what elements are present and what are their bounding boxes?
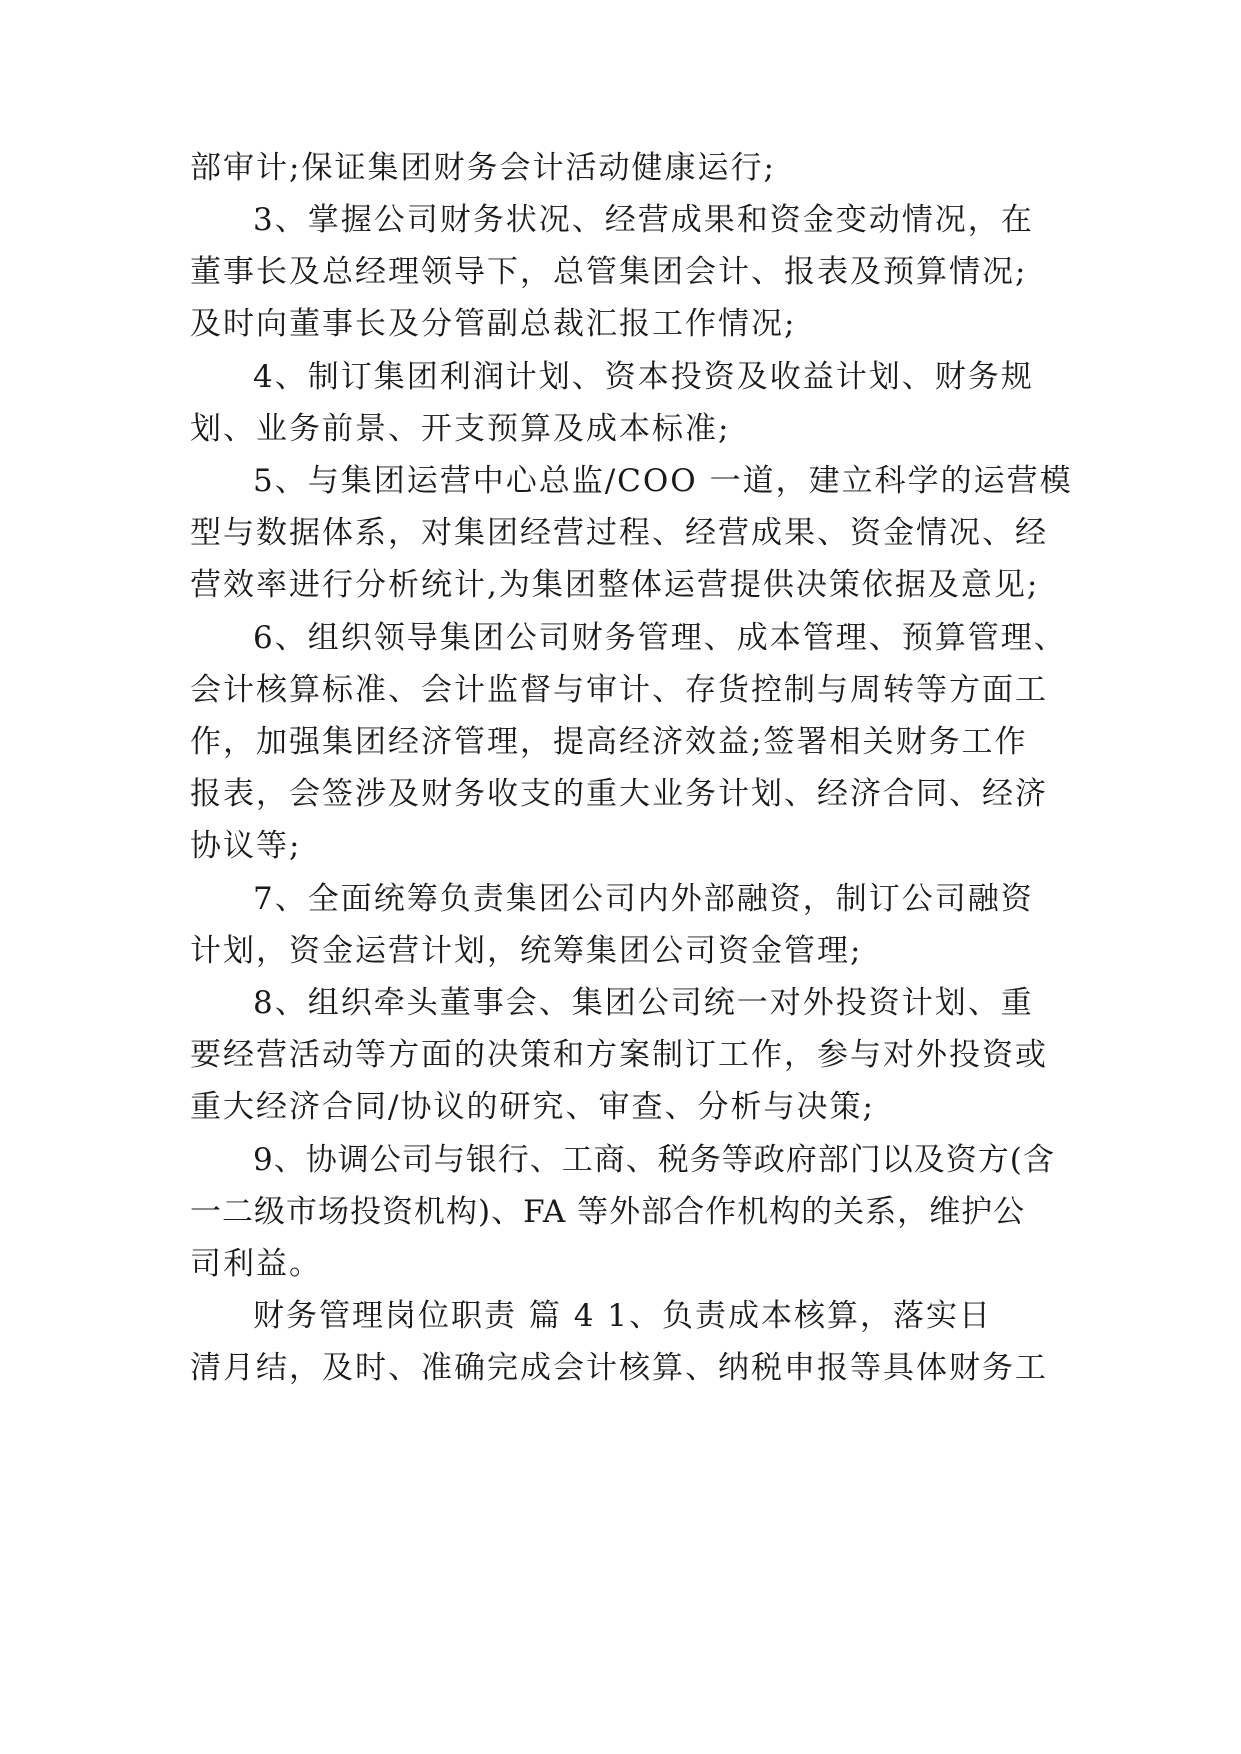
text-line: 7、全面统筹负责集团公司内外部融资，制订公司融资 xyxy=(253,881,1034,917)
text-line: 型与数据体系，对集团经营过程、经营成果、资金情况、经 xyxy=(190,515,1048,551)
text-line: 营效率进行分析统计,为集团整体运营提供决策依据及意见; xyxy=(190,567,1040,603)
text-line: 董事长及总经理领导下，总管集团会计、报表及预算情况; xyxy=(190,254,1028,290)
text-line: 协议等; xyxy=(190,828,302,864)
text-line: 重大经济合同/协议的研究、审查、分析与决策; xyxy=(190,1089,875,1125)
text-line: 6、组织领导集团公司财务管理、成本管理、预算管理、 xyxy=(253,620,1067,656)
text-line: 3、掌握公司财务状况、经营成果和资金变动情况，在 xyxy=(253,202,1034,238)
text-line: 5、与集团运营中心总监/COO 一道，建立科学的运营模 xyxy=(253,463,1073,499)
text-line: 一二级市场投资机构)、FA 等外部合作机构的关系，维护公 xyxy=(190,1194,1026,1230)
text-line: 部审计;保证集团财务会计活动健康运行; xyxy=(190,150,776,186)
text-line: 作，加强集团经济管理，提高经济效益;签署相关财务工作 xyxy=(190,724,1028,760)
text-line: 计划，资金运营计划，统筹集团公司资金管理; xyxy=(190,933,863,969)
text-line: 财务管理岗位职责 篇 4 1、负责成本核算，落实日 xyxy=(253,1298,993,1334)
text-line: 4、制订集团利润计划、资本投资及收益计划、财务规 xyxy=(253,359,1034,395)
text-line: 及时向董事长及分管副总裁汇报工作情况; xyxy=(190,306,797,342)
text-line: 划、业务前景、开支预算及成本标准; xyxy=(190,411,731,447)
text-line: 要经营活动等方面的决策和方案制订工作，参与对外投资或 xyxy=(190,1037,1048,1073)
text-line: 会计核算标准、会计监督与审计、存货控制与周转等方面工 xyxy=(190,672,1048,708)
text-line: 清月结，及时、准确完成会计核算、纳税申报等具体财务工 xyxy=(190,1350,1048,1386)
text-line: 报表，会签涉及财务收支的重大业务计划、经济合同、经济 xyxy=(190,776,1048,812)
text-line: 9、协调公司与银行、工商、税务等政府部门以及资方(含 xyxy=(253,1142,1055,1178)
text-line: 司利益。 xyxy=(190,1246,322,1282)
text-line: 8、组织牵头董事会、集团公司统一对外投资计划、重 xyxy=(253,985,1034,1021)
